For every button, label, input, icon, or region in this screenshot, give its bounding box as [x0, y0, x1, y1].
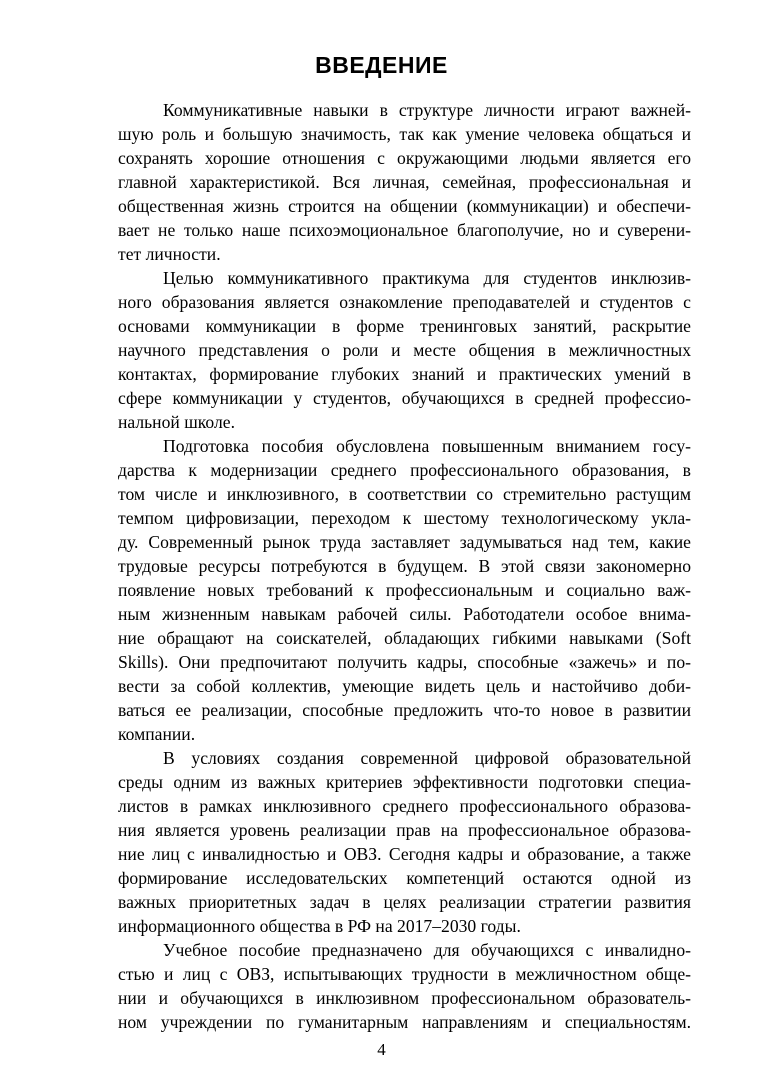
paragraph-4 [73, 746, 691, 938]
paragraph-1 [73, 98, 691, 266]
text-line: листов в рамках инклюзивного среднего профессионального образова- [118, 796, 691, 816]
text-line: сохранять хорошие отношения с окружающими людьми является его [118, 148, 691, 168]
text-line: ние лиц с инвалидностью и ОВЗ. Сегодня кадры и образование, а также [118, 844, 691, 864]
text-line: ном учреждении по гуманитарным направлениям и специальностям. [118, 1012, 691, 1032]
paragraph-2 [73, 266, 691, 434]
text-line: важных приоритетных задач в целях реализации стратегии развития [118, 892, 691, 912]
paragraph-5 [73, 938, 691, 1034]
text-line: компании. [118, 724, 196, 744]
text-line: Целью коммуникативного практикума для студентов инклюзив- [163, 268, 691, 288]
text-line: Подготовка пособия обусловлена повышенным вниманием госу- [163, 436, 691, 456]
text-line: научного представления о роли и месте общения в межличностных [118, 340, 691, 360]
text-line: сфере коммуникации у студентов, обучающихся в средней профессио- [118, 388, 691, 408]
text-line: контактах, формирование глубоких знаний и практических умений в [118, 364, 691, 384]
text-line: среды одним из важных критериев эффективности подготовки специа- [118, 772, 691, 792]
text-line: информационного общества в РФ на 2017–2030 годы. [118, 916, 521, 936]
text-line: нальной школе. [118, 412, 235, 432]
text-line: появление новых требований к профессиональным и социально важ- [118, 580, 691, 600]
text-line: ние обращают на соискателей, обладающих гибкими навыками (Soft [118, 628, 691, 648]
text-line: нии и обучающихся в инклюзивном профессиональном образователь- [118, 988, 691, 1008]
text-line: ного образования является ознакомление преподавателей и студентов с [118, 292, 691, 312]
text-line: формирование исследовательских компетенций остаются одной из [118, 868, 691, 888]
body-text [73, 98, 691, 1034]
text-line: главной характеристикой. Вся личная, семейная, профессиональная и [118, 172, 691, 192]
text-line: Skills). Они предпочитают получить кадры, способные «зажечь» и по- [118, 652, 691, 672]
text-line: ду. Современный рынок труда заставляет задумываться над тем, какие [118, 532, 691, 552]
text-line: ваться ее реализации, способные предложить что-то новое в развитии [118, 700, 691, 720]
text-line: В условиях создания современной цифровой образовательной [163, 748, 691, 768]
text-line: общественная жизнь строится на общении (коммуникации) и обеспечи- [118, 196, 691, 216]
text-line: Учебное пособие предназначено для обучающихся с инвалидно- [163, 940, 691, 960]
text-line: ния является уровень реализации прав на профессиональное образова- [118, 820, 691, 840]
text-line: вает не только наше психоэмоциональное благополучие, но и суверени- [118, 220, 691, 240]
text-line: тет личности. [118, 244, 221, 264]
page-title: ВВЕДЕНИЕ [315, 52, 448, 78]
text-line: стью и лиц с ОВЗ, испытывающих трудности в межличностном обще- [118, 964, 691, 984]
text-line: темпом цифровизации, переходом к шестому технологическому укла- [118, 508, 691, 528]
paragraph-3 [73, 434, 691, 746]
text-line: том числе и инклюзивного, в соответствии со стремительно растущим [118, 484, 691, 504]
text-line: Коммуникативные навыки в структуре личности играют важней- [163, 100, 691, 120]
text-line: трудовые ресурсы потребуются в будущем. В этой связи закономерно [118, 556, 691, 576]
text-line: ным жизненным навыкам рабочей силы. Работодатели особое внима- [118, 604, 691, 624]
text-line: дарства к модернизации среднего профессионального образования, в [118, 460, 691, 480]
text-line: вести за собой коллектив, умеющие видеть цель и настойчиво доби- [118, 676, 691, 696]
text-line: основами коммуникации в форме тренинговых занятий, раскрытие [118, 316, 691, 336]
page-number: 4 [377, 1040, 386, 1059]
text-line: шую роль и большую значимость, так как умение человека общаться и [118, 124, 691, 144]
